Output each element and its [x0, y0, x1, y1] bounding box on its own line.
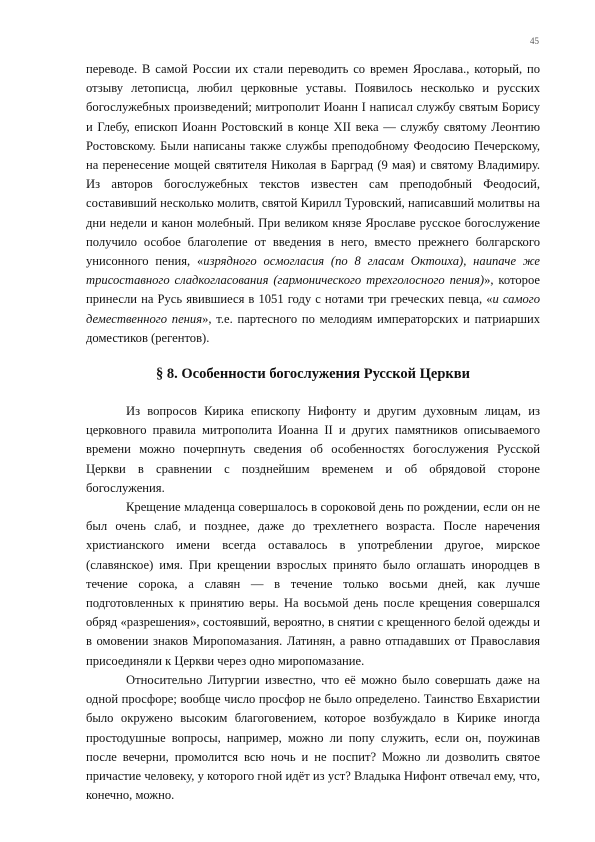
paragraph-1-part-3: », т.е. партесного по мелодиям императорских и патриарших доместиков (регентов). [86, 311, 540, 345]
paragraph-1-part-2: », которое принесли на Русь явившиеся в 1051 году с нотами три греческих певца, « [86, 273, 540, 307]
quote-italic-2: и самого демественного пения [86, 292, 540, 326]
paragraph-3: Крещение младенца совершалось в сороковой день по рождении, если он не был очень слаб, и позднее, даже до трехлетнего возраста. После наречения христианского имени всегда оставалось в употреблении другое, мирское (славянское) имя. При крещении взрослых принято было оглашать инородцев в течение сорока, а славян — в течение только восьми дней, как лучше подготовленных к принятию веры. На восьмой день после крещения совершался обряд «разрешения», состоявший, вероятно, в снятии с крещенного белой одежды и в омовении знаков Миропомазания. Латинян, а равно отпадавших от Православия присоединяли к Церкви через одно миропомазание. [86, 500, 540, 668]
quote-italic-1: изрядного осмогласия (по 8 гласам Октоиха), наипаче же трисоставного сладкогласования (гармонического трехголосного пения) [86, 254, 540, 288]
paragraph-1 [86, 60, 540, 348]
section-heading: § 8. Особенности богослужения Русской Церкви [156, 366, 470, 383]
body-text [86, 60, 540, 805]
paragraph-2: Из вопросов Кирика епископу Нифонту и другим духовным лицам, из церковного правила митрополита Иоанна II и других памятников описываемого времени можно почерпнуть сведения об особенностях богослужения Русской Церкви в сравнении с позднейшим временем и об обрядовой стороне богослужения. [86, 404, 540, 495]
paragraph-1-part-1: переводе. В самой России их стали переводить со времен Ярослава., который, по отзыву летописца, любил церковные уставы. Появилось несколько и русских богослужебных произведений; митрополит Иоанн I написал службу святым Борису и Глебу, епископ Иоанн Ростовский в конце XII века — службу святому Леонтию Ростовскому. Были написаны также службы преподобному Феодосию Печерскому, на перенесение мощей святителя Николая в Барград (9 мая) и святому Владимиру. Из авторов богослужебных текстов известен сам преподобный Феодосий, составивший несколько молитв, святой Кирилл Туровский, написавший молитвы на дни недели и канон молебный. При великом князе Ярославе русское богослужение получило особое благолепие от введения в него, вместо прежнего болгарского унисонного пения, « [86, 62, 540, 269]
page-number: 45 [530, 36, 539, 46]
paragraph-4: Относительно Литургии известно, что её можно было совершать даже на одной просфоре; вообще число просфор не было определено. Таинство Евхаристии было окружено высоким благоговением, которое возбуждало в Кирике иногда простодушные вопросы, например, можно ли попу служить, если он, поужинав после вечерни, промолится всю ночь и не поспит? Можно ли дозволить святое причастие человеку, у которого гной идёт из уст? Владыка Нифонт отвечал ему, что, конечно, можно. [86, 672, 540, 803]
